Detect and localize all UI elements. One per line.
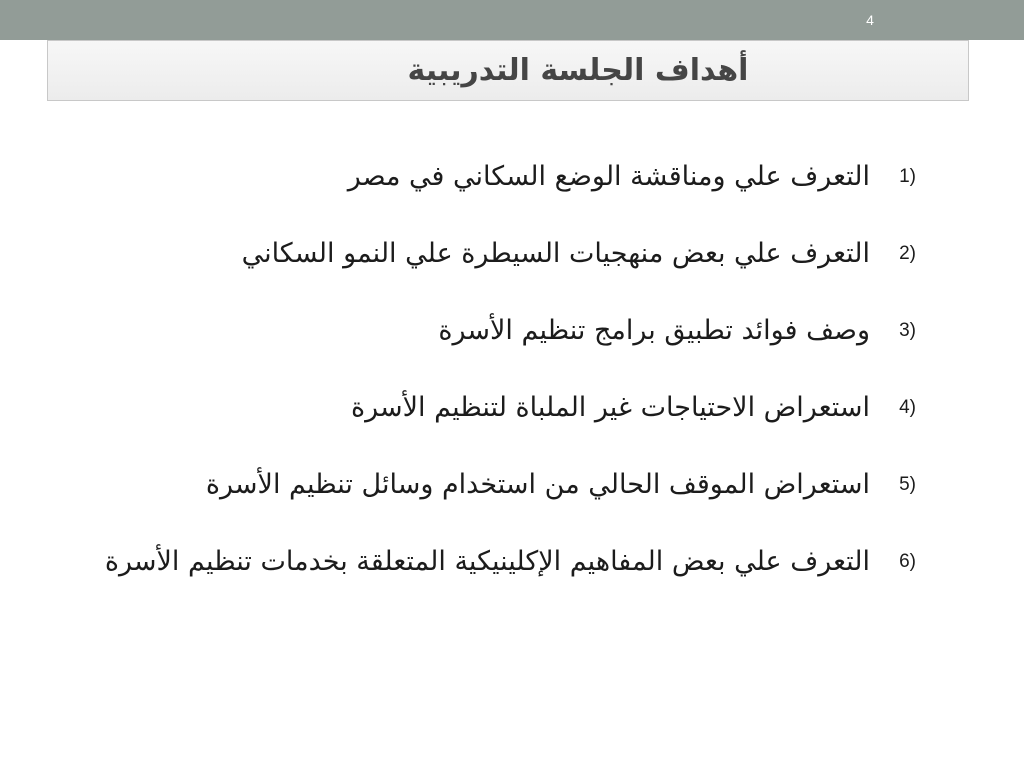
slide-number: 4 [866,12,874,28]
objectives-list [104,148,916,610]
objective-number: 5) [899,474,916,495]
objective-number: 4) [899,397,916,418]
objective-text: التعرف علي بعض منهجيات السيطرة علي النمو السكاني [241,238,870,269]
objective-text: وصف فوائد تطبيق برامج تنظيم الأسرة [438,315,870,346]
objective-item [104,148,916,206]
objective-number: 1) [899,166,916,187]
slide-title: أهداف الجلسة التدريبية [407,52,749,88]
objective-item [104,225,916,283]
objective-item [104,456,916,514]
objective-number: 3) [899,320,916,341]
objective-text: التعرف علي بعض المفاهيم الإكلينيكية المتعلقة بخدمات تنظيم الأسرة [104,546,870,577]
objective-text: استعراض الموقف الحالي من استخدام وسائل تنظيم الأسرة [205,469,870,500]
objective-number: 6) [899,551,916,572]
objective-number: 2) [899,243,916,264]
objective-item [104,533,916,591]
objective-text: التعرف علي ومناقشة الوضع السكاني في مصر [347,161,870,192]
objective-item [104,379,916,437]
objective-text: استعراض الاحتياجات غير الملباة لتنظيم الأسرة [350,392,870,423]
objective-item [104,302,916,360]
top-bar [0,0,1024,40]
title-box [47,40,969,101]
